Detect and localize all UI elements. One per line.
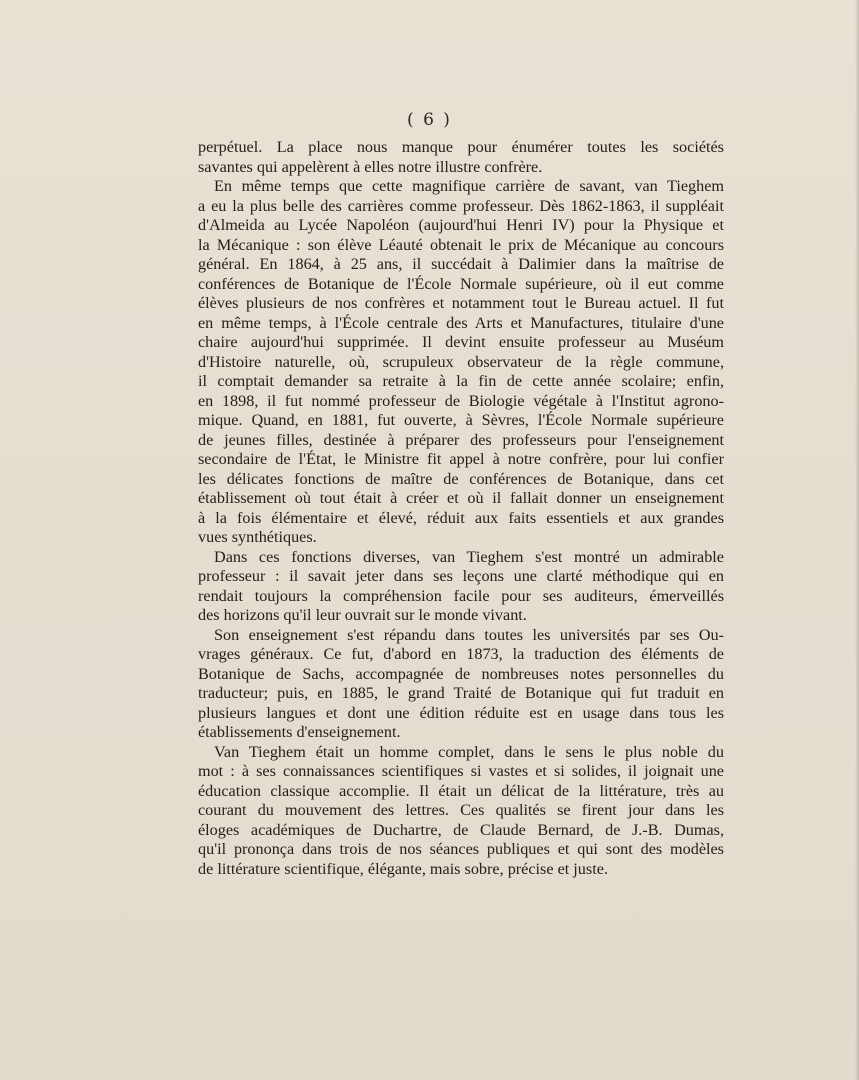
text-line: de jeunes filles, destinée à préparer des professeurs pour l'enseignement xyxy=(198,430,724,449)
text-line: plusieurs langues et dont une édition réduite est en usage dans tous les xyxy=(198,703,724,722)
text-line: établissement où tout était à créer et où il fallait donner un enseignement xyxy=(198,489,724,507)
text-line: éloges académiques de Duchartre, de Claude Bernard, de J.-B. Dumas, xyxy=(198,820,724,839)
text-line: Van Tieghem était un homme complet, dans le sens le plus noble du xyxy=(214,742,724,761)
page-edge-shadow xyxy=(855,0,859,1080)
text-line: les délicates fonctions de maître de conférences de Botanique, dans cet xyxy=(198,469,724,488)
page-number: ( 6 ) xyxy=(407,110,452,130)
text-line: des horizons qu'il leur ouvrait sur le monde vivant. xyxy=(198,606,527,624)
text-line: conférences de Botanique de l'École Normale supérieure, où il eut comme xyxy=(198,274,724,293)
text-line: établissements d'enseignement. xyxy=(198,723,401,741)
text-line: En même temps que cette magnifique carrière de savant, van Tieghem xyxy=(214,177,724,195)
text-line: traducteur; puis, en 1885, le grand Traité de Botanique qui fut traduit en xyxy=(198,684,724,702)
text-line: de littérature scientifique, élégante, mais sobre, précise et juste. xyxy=(198,859,608,878)
text-line: en 1898, il fut nommé professeur de Biologie végétale à l'Institut agrono- xyxy=(198,391,724,410)
text-line: vues synthétiques. xyxy=(198,528,317,546)
text-line: Botanique de Sachs, accompagnée de nombreuses notes personnelles du xyxy=(198,664,724,683)
text-line: Son enseignement s'est répandu dans toutes les universités par ses Ou- xyxy=(214,625,724,644)
text-line: savantes qui appelèrent à elles notre illustre confrère. xyxy=(198,157,543,176)
text-line: à la fois élémentaire et élevé, réduit aux faits essentiels et aux grandes xyxy=(198,508,724,527)
text-line: a eu la plus belle des carrières comme professeur. Dès 1862-1863, il suppléait xyxy=(198,196,724,215)
text-line: secondaire de l'État, le Ministre fit appel à notre confrère, pour lui confier xyxy=(198,450,724,468)
text-line: général. En 1864, à 25 ans, il succédait à Dalimier dans la maîtrise de xyxy=(198,255,724,273)
text-line: en même temps, à l'École centrale des Arts et Manufactures, titulaire d'une xyxy=(198,313,724,332)
paragraph xyxy=(198,177,724,548)
text-line: la Mécanique : son élève Léauté obtenait le prix de Mécanique au concours xyxy=(198,235,724,254)
body-text xyxy=(198,138,724,879)
paragraph xyxy=(198,626,724,743)
text-line: élèves plusieurs de nos confrères et notamment tout le Bureau actuel. Il fut xyxy=(198,294,724,312)
paragraph xyxy=(198,743,724,880)
text-line: courant du mouvement des lettres. Ces qualités se firent jour dans les xyxy=(198,801,724,819)
text-line: chaire aujourd'hui supprimée. Il devint ensuite professeur au Muséum xyxy=(198,333,724,351)
text-line: d'Histoire naturelle, où, scrupuleux observateur de la règle commune, xyxy=(198,352,724,371)
text-line: d'Almeida au Lycée Napoléon (aujourd'hui Henri IV) pour la Physique et xyxy=(198,216,724,234)
text-line: Dans ces fonctions diverses, van Tieghem s'est montré un admirable xyxy=(214,547,724,566)
text-line: mot : à ses connaissances scientifiques si vastes et si solides, il joignait une xyxy=(198,762,724,780)
text-line: mique. Quand, en 1881, fut ouverte, à Sèvres, l'École Normale supérieure xyxy=(198,411,724,429)
text-line: éducation classique accomplie. Il était un délicat de la littérature, très au xyxy=(198,781,724,800)
text-line: professeur : il savait jeter dans ses leçons une clarté méthodique qui en xyxy=(198,567,724,585)
paragraph xyxy=(198,138,724,177)
text-line: vrages généraux. Ce fut, d'abord en 1873, la traduction des éléments de xyxy=(198,645,724,663)
text-line: rendait toujours la compréhension facile pour ses auditeurs, émerveillés xyxy=(198,586,724,605)
text-line: qu'il prononça dans trois de nos séances publiques et qui sont des modèles xyxy=(198,840,724,858)
text-line: perpétuel. La place nous manque pour énumérer toutes les sociétés xyxy=(198,138,724,156)
paragraph xyxy=(198,548,724,626)
text-line: il comptait demander sa retraite à la fin de cette année scolaire; enfin, xyxy=(198,372,724,390)
